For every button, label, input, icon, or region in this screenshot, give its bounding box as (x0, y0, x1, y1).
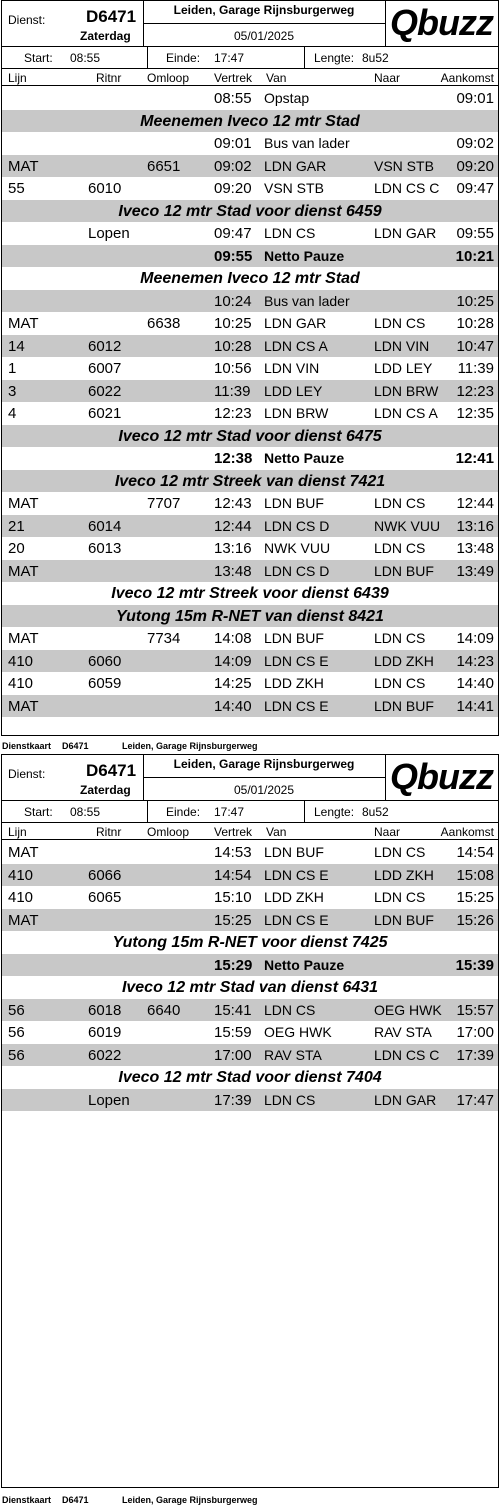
service-date: 05/01/2025 (233, 29, 295, 43)
aankomst-cell: 15:39 (455, 956, 494, 974)
van-cell: LDN VIN (264, 360, 320, 376)
lijn-cell: 1 (8, 360, 17, 377)
col-vertrek: Vertrek (214, 71, 253, 85)
ritnr-cell: 6059 (88, 675, 122, 692)
start-time: 08:55 (70, 805, 101, 819)
ritnr-cell: 6019 (88, 1024, 122, 1041)
column-headers (2, 824, 498, 840)
vertrek-cell: 14:08 (214, 630, 252, 647)
trip-row (2, 1044, 498, 1067)
naar-cell: LDN BUF (374, 911, 434, 928)
vertrek-cell: 09:02 (214, 157, 252, 175)
aankomst-cell: 15:57 (456, 1001, 494, 1019)
naar-cell: LDN BRW (374, 382, 439, 399)
naar-cell: LDN CS (374, 540, 426, 556)
dienstkaart-card (1, 754, 499, 1488)
trip-row (2, 380, 498, 403)
vertrek-cell: 12:38 (214, 450, 253, 467)
section-title: Iveco 12 mtr Streek voor dienst 6439 (111, 585, 389, 602)
vertrek-cell: 09:47 (214, 225, 252, 242)
trip-row (2, 132, 498, 155)
vertrek-cell: 14:53 (214, 844, 252, 861)
section-title-row (2, 605, 498, 628)
einde-time: 17:47 (214, 805, 245, 819)
footer-dienst-number: D6471 (62, 1495, 89, 1505)
vertrek-cell: 08:55 (214, 90, 252, 107)
lijn-cell: MAT (8, 495, 39, 512)
section-title-row (2, 976, 498, 999)
lijn-cell: 55 (8, 180, 25, 197)
ritnr-cell: 6022 (88, 1046, 122, 1064)
column-headers (2, 70, 498, 86)
col-vertrek: Vertrek (214, 825, 253, 839)
col-naar: Naar (374, 71, 401, 85)
aankomst-cell: 10:28 (456, 315, 494, 332)
aankomst-cell: 13:16 (456, 517, 494, 535)
aankomst-cell: 09:47 (456, 180, 494, 197)
footer-label: Dienstkaart (2, 1495, 52, 1505)
aankomst-cell: 17:39 (456, 1046, 494, 1064)
aankomst-cell: 12:44 (456, 495, 494, 512)
trip-row (2, 537, 498, 560)
qbuzz-logo: Qbuzz (390, 2, 493, 43)
card-header (2, 755, 498, 801)
vertrek-cell: 15:29 (214, 956, 253, 974)
trip-row (2, 672, 498, 695)
aankomst-cell: 11:39 (457, 360, 494, 377)
van-cell: LDD ZKH (264, 675, 324, 691)
lijn-cell: 21 (8, 517, 25, 535)
dienst-label: Dienst: (8, 767, 46, 781)
vertrek-cell: 10:25 (214, 315, 252, 332)
trip-row (2, 312, 498, 335)
trip-row (2, 515, 498, 538)
aankomst-cell: 10:47 (456, 337, 494, 355)
section-title: Iveco 12 mtr Stad voor dienst 6475 (118, 427, 382, 445)
trip-row (2, 290, 498, 313)
ritnr-cell: 6007 (88, 360, 122, 377)
pause-label: Netto Pauze (264, 956, 345, 973)
naar-cell: NWK VUU (374, 517, 441, 534)
trip-row (2, 402, 498, 425)
aankomst-cell: 12:35 (456, 405, 494, 422)
dienst-number: D6471 (86, 761, 137, 780)
van-cell: LDN CS (264, 1091, 316, 1108)
trip-row (2, 909, 498, 932)
vertrek-cell: 12:43 (214, 495, 252, 512)
omloop-cell: 7707 (147, 495, 181, 512)
dienst-number: D6471 (86, 7, 137, 26)
section-title-row (2, 582, 498, 605)
qbuzz-logo: Qbuzz (390, 756, 493, 797)
einde-label: Einde: (166, 51, 201, 65)
ritnr-cell: 6060 (88, 652, 122, 670)
trip-rows (2, 841, 498, 1111)
ritnr-cell: 6010 (88, 180, 122, 197)
vertrek-cell: 15:10 (214, 889, 252, 906)
naar-cell: RAV STA (374, 1024, 432, 1040)
aankomst-cell: 10:25 (456, 292, 494, 310)
trip-row (2, 864, 498, 887)
garage-name: Leiden, Garage Rijnsburgerweg (173, 757, 355, 771)
ritnr-cell: 6018 (88, 1001, 122, 1019)
aankomst-cell: 15:26 (456, 911, 494, 929)
lengte-value: 8u52 (362, 805, 389, 819)
vertrek-cell: 09:20 (214, 180, 252, 197)
aankomst-cell: 15:08 (456, 866, 494, 884)
vertrek-cell: 13:16 (214, 540, 252, 557)
omloop-cell: 6651 (147, 157, 181, 175)
lengte-label: Lengte: (314, 805, 355, 819)
lijn-cell: 4 (8, 405, 17, 422)
section-title-row (2, 931, 498, 954)
einde-label: Einde: (166, 805, 201, 819)
omloop-cell: 7734 (147, 630, 181, 647)
trip-row (2, 627, 498, 650)
col-aankomst: Aankomst (440, 825, 494, 839)
lijn-cell: MAT (8, 315, 39, 332)
lijn-cell: 14 (8, 337, 25, 355)
vertrek-cell: 13:48 (214, 562, 252, 580)
divider (147, 801, 148, 823)
trip-row (2, 335, 498, 358)
aankomst-cell: 12:41 (455, 450, 494, 467)
van-cell: LDN GAR (264, 315, 327, 331)
divider (144, 23, 386, 24)
van-cell: LDN CS E (264, 866, 329, 883)
van-cell: LDN CS (264, 1001, 316, 1018)
col-ritnr: Ritnr (96, 825, 122, 839)
pause-row (2, 245, 498, 268)
ritnr-cell: 6013 (88, 540, 122, 557)
divider (144, 777, 386, 778)
naar-cell: LDN CS (374, 889, 426, 905)
day-label: Zaterdag (80, 29, 131, 43)
lijn-cell: 56 (8, 1001, 25, 1019)
naar-cell: OEG HWK (374, 1001, 442, 1018)
garage-name: Leiden, Garage Rijnsburgerweg (173, 3, 355, 17)
trip-row (2, 999, 498, 1022)
aankomst-cell: 10:21 (455, 247, 494, 265)
aankomst-cell: 17:47 (456, 1091, 494, 1109)
van-cell: LDN BRW (264, 405, 329, 421)
divider (385, 755, 386, 801)
service-date: 05/01/2025 (233, 783, 295, 797)
van-cell: LDN CS D (264, 562, 330, 579)
col-naar: Naar (374, 825, 401, 839)
start-time: 08:55 (70, 51, 101, 65)
ritnr-cell: Lopen (88, 225, 130, 242)
van-cell: LDN CS A (264, 337, 328, 354)
vertrek-cell: 14:25 (214, 675, 252, 692)
trip-row (2, 222, 498, 245)
aankomst-cell: 17:00 (456, 1024, 494, 1041)
lijn-cell: MAT (8, 844, 39, 861)
pause-label: Netto Pauze (264, 247, 345, 264)
lijn-cell: 3 (8, 382, 17, 400)
pause-row (2, 954, 498, 977)
lijn-cell: MAT (8, 562, 39, 580)
trip-row (2, 357, 498, 380)
dienstkaart-page-1 (0, 0, 500, 751)
lengte-label: Lengte: (314, 51, 355, 65)
vertrek-cell: 12:23 (214, 405, 252, 422)
lijn-cell: MAT (8, 697, 39, 715)
van-cell: LDN BUF (264, 844, 324, 860)
section-title: Yutong 15m R-NET voor dienst 7425 (112, 934, 388, 951)
aankomst-cell: 13:48 (456, 540, 494, 557)
naar-cell: LDN CS (374, 675, 426, 691)
ritnr-cell: 6022 (88, 382, 122, 400)
vertrek-cell: 10:28 (214, 337, 252, 355)
van-cell: Opstap (264, 90, 310, 106)
omloop-cell: 6640 (147, 1001, 181, 1019)
van-cell: LDD LEY (264, 382, 323, 399)
col-van: Van (266, 71, 287, 85)
ritnr-cell: 6014 (88, 517, 122, 535)
card-header (2, 1, 498, 47)
section-title: Meenemen Iveco 12 mtr Stad (140, 270, 360, 287)
vertrek-cell: 09:55 (214, 247, 253, 265)
van-cell: LDN BUF (264, 630, 324, 646)
lijn-cell: 410 (8, 675, 34, 692)
van-cell: LDN CS (264, 225, 316, 241)
van-cell: NWK VUU (264, 540, 331, 556)
van-cell: Bus van lader (264, 292, 350, 309)
col-ritnr: Ritnr (96, 71, 122, 85)
aankomst-cell: 15:25 (456, 889, 494, 906)
col-lijn: Lijn (8, 71, 27, 85)
van-cell: LDN GAR (264, 157, 327, 174)
section-title: Iveco 12 mtr Streek van dienst 7421 (114, 472, 386, 490)
trip-row (2, 650, 498, 673)
section-title: Iveco 12 mtr Stad van dienst 6431 (121, 979, 379, 996)
naar-cell: LDN BUF (374, 562, 434, 579)
trip-row (2, 177, 498, 200)
trip-row (2, 695, 498, 718)
trip-row (2, 87, 498, 110)
van-cell: LDN BUF (264, 495, 324, 511)
divider (304, 47, 305, 69)
vertrek-cell: 12:44 (214, 517, 252, 535)
naar-cell: LDN GAR (374, 225, 437, 241)
van-cell: LDN CS D (264, 517, 330, 534)
lijn-cell: 20 (8, 540, 25, 557)
van-cell: LDN CS E (264, 911, 329, 928)
naar-cell: LDN CS C (374, 1046, 440, 1063)
aankomst-cell: 14:09 (456, 630, 494, 647)
col-aankomst: Aankomst (440, 71, 494, 85)
aankomst-cell: 09:20 (456, 157, 494, 175)
col-van: Van (266, 825, 287, 839)
ritnr-cell: 6021 (88, 405, 122, 422)
trip-row (2, 841, 498, 864)
naar-cell: LDN CS C (374, 180, 440, 196)
dienstkaart-page-2 (0, 754, 500, 1512)
naar-cell: LDN CS (374, 495, 426, 511)
vertrek-cell: 11:39 (214, 382, 251, 400)
ritnr-cell: Lopen (88, 1091, 130, 1109)
aankomst-cell: 14:23 (456, 652, 494, 670)
divider (304, 801, 305, 823)
naar-cell: LDN CS (374, 315, 426, 331)
naar-cell: LDN CS (374, 844, 426, 860)
trip-rows (2, 87, 498, 717)
aankomst-cell: 09:02 (456, 135, 494, 152)
section-title-row (2, 1066, 498, 1089)
aankomst-cell: 12:23 (456, 382, 494, 400)
start-label: Start: (24, 805, 53, 819)
footer-garage: Leiden, Garage Rijnsburgerweg (122, 741, 258, 751)
naar-cell: LDD ZKH (374, 652, 434, 669)
trip-row (2, 886, 498, 909)
van-cell: VSN STB (264, 180, 324, 196)
pause-row (2, 447, 498, 470)
van-cell: LDN CS E (264, 652, 329, 669)
section-title-row (2, 425, 498, 448)
naar-cell: LDN GAR (374, 1091, 437, 1108)
lijn-cell: 56 (8, 1046, 25, 1064)
van-cell: LDD ZKH (264, 889, 324, 905)
pause-label: Netto Pauze (264, 450, 345, 466)
ritnr-cell: 6065 (88, 889, 122, 906)
vertrek-cell: 15:41 (214, 1001, 252, 1019)
aankomst-cell: 14:54 (456, 844, 494, 861)
section-title: Iveco 12 mtr Stad voor dienst 6459 (118, 202, 382, 220)
vertrek-cell: 10:56 (214, 360, 252, 377)
trip-row (2, 560, 498, 583)
van-cell: LDN CS E (264, 697, 329, 714)
ritnr-cell: 6012 (88, 337, 122, 355)
col-lijn: Lijn (8, 825, 27, 839)
vertrek-cell: 15:25 (214, 911, 252, 929)
lijn-cell: 410 (8, 652, 34, 670)
naar-cell: VSN STB (374, 157, 434, 174)
section-title: Yutong 15m R-NET van dienst 8421 (116, 607, 384, 625)
aankomst-cell: 13:49 (456, 562, 494, 580)
aankomst-cell: 14:40 (456, 675, 494, 692)
aankomst-cell: 09:55 (456, 225, 494, 242)
footer-garage: Leiden, Garage Rijnsburgerweg (122, 1495, 258, 1505)
vertrek-cell: 14:40 (214, 697, 252, 715)
dienstkaart-card (1, 0, 499, 736)
ritnr-cell: 6066 (88, 866, 122, 884)
lijn-cell: MAT (8, 157, 39, 175)
naar-cell: LDN BUF (374, 697, 434, 714)
col-omloop: Omloop (147, 71, 190, 85)
naar-cell: LDN VIN (374, 337, 430, 354)
naar-cell: LDN CS A (374, 405, 438, 421)
vertrek-cell: 14:09 (214, 652, 252, 670)
section-title-row (2, 470, 498, 493)
omloop-cell: 6638 (147, 315, 181, 332)
lijn-cell: 56 (8, 1024, 25, 1041)
naar-cell: LDN CS (374, 630, 426, 646)
van-cell: OEG HWK (264, 1024, 332, 1040)
van-cell: RAV STA (264, 1046, 322, 1063)
trip-row (2, 1089, 498, 1112)
aankomst-cell: 09:01 (456, 90, 494, 107)
trip-row (2, 492, 498, 515)
dienst-label: Dienst: (8, 13, 46, 27)
footer-label: Dienstkaart (2, 741, 52, 751)
start-end-row (2, 801, 498, 823)
day-label: Zaterdag (80, 783, 131, 797)
start-end-row (2, 47, 498, 69)
vertrek-cell: 17:39 (214, 1091, 252, 1109)
vertrek-cell: 15:59 (214, 1024, 252, 1041)
divider (147, 47, 148, 69)
col-omloop: Omloop (147, 825, 190, 839)
lijn-cell: 410 (8, 866, 34, 884)
naar-cell: LDD LEY (374, 360, 433, 376)
vertrek-cell: 09:01 (214, 135, 252, 152)
lijn-cell: MAT (8, 911, 39, 929)
section-title-row (2, 200, 498, 223)
naar-cell: LDD ZKH (374, 866, 434, 883)
footer-dienst-number: D6471 (62, 741, 89, 751)
vertrek-cell: 17:00 (214, 1046, 252, 1064)
trip-row (2, 155, 498, 178)
lijn-cell: 410 (8, 889, 34, 906)
section-title: Iveco 12 mtr Stad voor dienst 7404 (118, 1069, 382, 1086)
einde-time: 17:47 (214, 51, 245, 65)
vertrek-cell: 10:24 (214, 292, 252, 310)
section-title: Meenemen Iveco 12 mtr Stad (140, 112, 360, 130)
aankomst-cell: 14:41 (456, 697, 494, 715)
vertrek-cell: 14:54 (214, 866, 252, 884)
lengte-value: 8u52 (362, 51, 389, 65)
trip-row (2, 1021, 498, 1044)
lijn-cell: MAT (8, 630, 39, 647)
section-title-row (2, 110, 498, 133)
section-title-row (2, 267, 498, 290)
van-cell: Bus van lader (264, 135, 350, 151)
divider (385, 1, 386, 47)
start-label: Start: (24, 51, 53, 65)
